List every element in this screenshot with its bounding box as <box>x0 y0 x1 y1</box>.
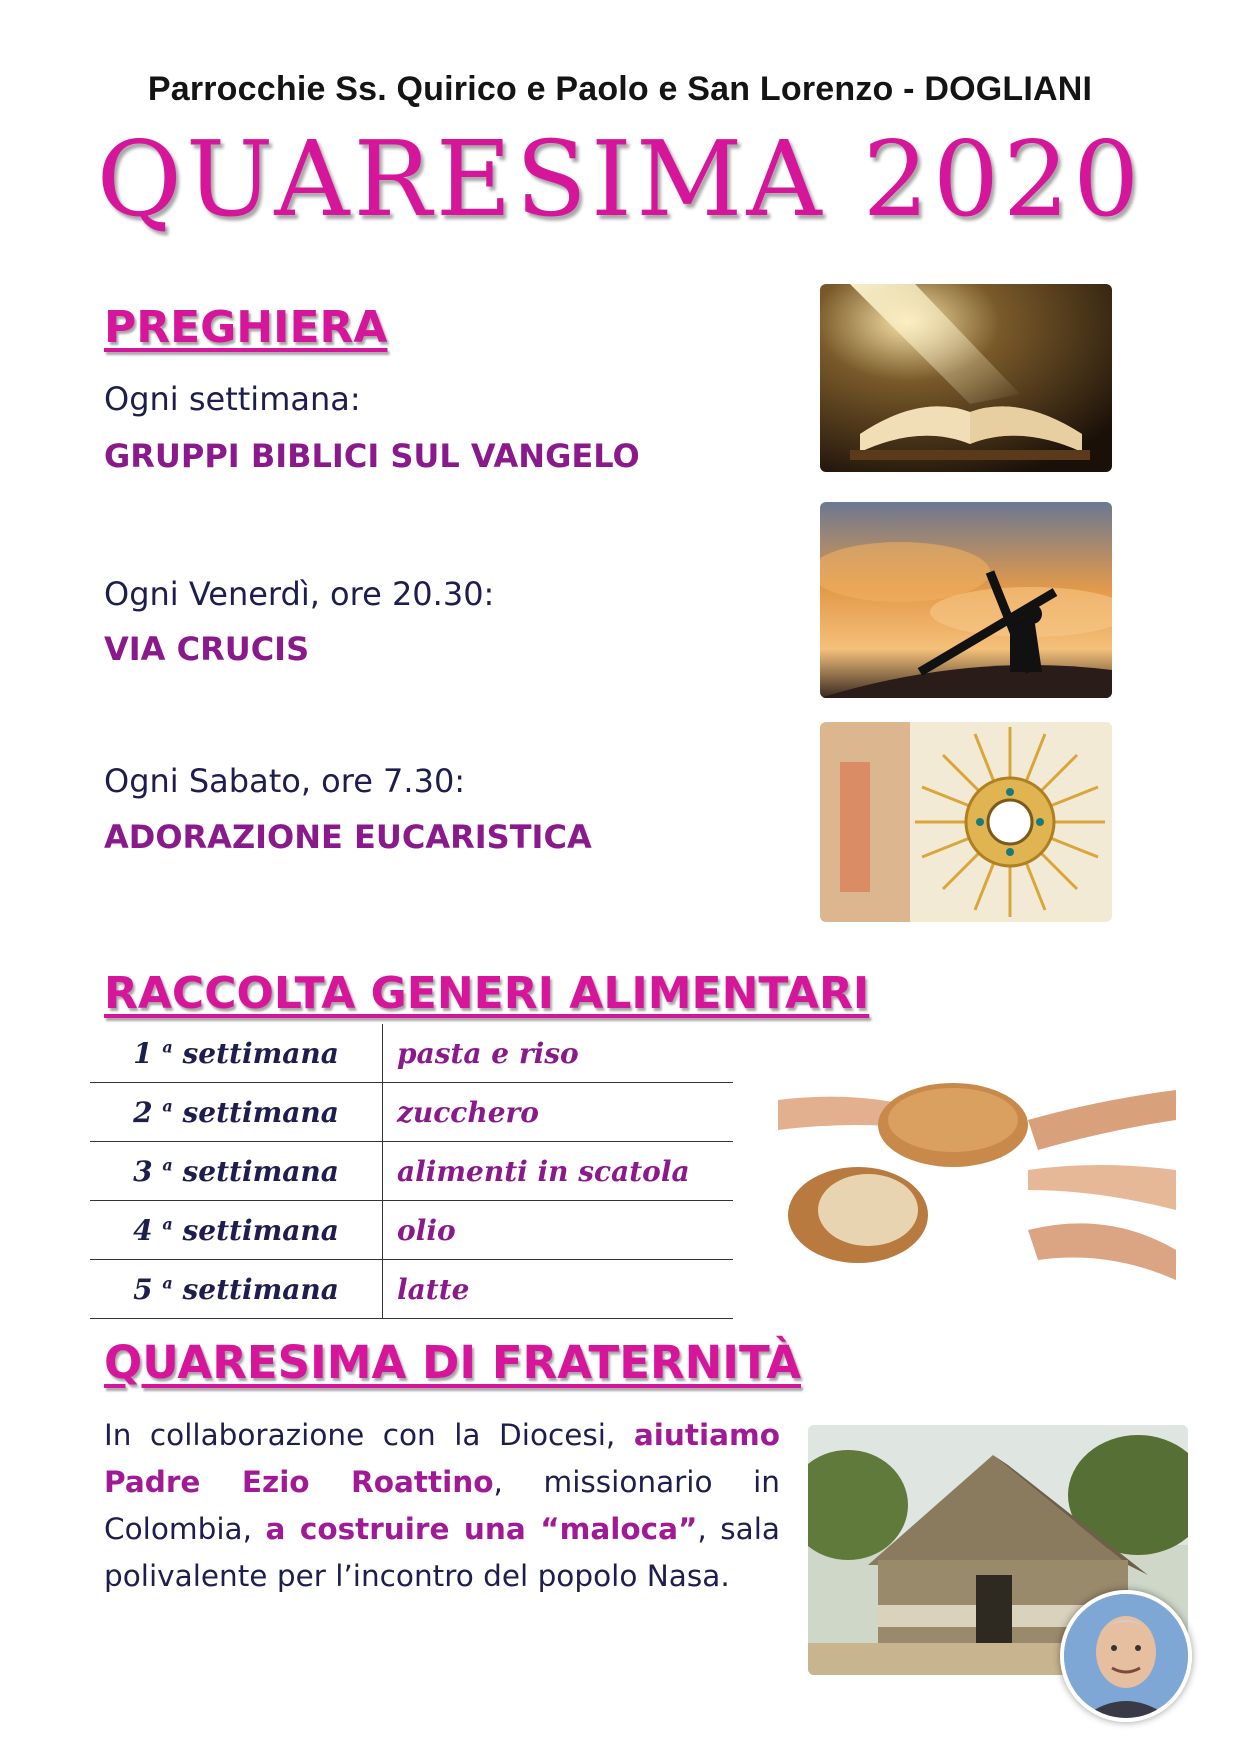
fraternita-heading: QUARESIMA DI FRATERNITÀ <box>104 1336 802 1389</box>
table-row <box>90 1142 733 1201</box>
parish-name: Parrocchie Ss. Quirico e Paolo e San Lorenzo - DOGLIANI <box>147 70 1093 108</box>
ordinal-suffix: a <box>162 1214 173 1234</box>
bible-groups-title: GRUPPI BIBLICI SUL VANGELO <box>104 437 640 475</box>
via-crucis-title: VIA CRUCIS <box>104 630 310 668</box>
week-label: settimana <box>182 1154 339 1188</box>
ordinal-suffix: a <box>162 1155 173 1175</box>
table-row <box>90 1083 733 1142</box>
adoration-title: ADORAZIONE EUCARISTICA <box>104 818 592 856</box>
hands-sharing-bread-icon <box>778 1050 1176 1306</box>
description-highlight: a costruire una “maloca” <box>265 1512 698 1546</box>
cross-bearer-sunset-icon <box>820 502 1112 698</box>
week-number: 4 <box>133 1213 153 1247</box>
open-bible-light-icon <box>820 284 1112 472</box>
fraternita-description <box>104 1412 780 1600</box>
week-label: settimana <box>182 1036 339 1070</box>
bible-groups-when: Ogni settimana: <box>104 380 361 418</box>
food-item: pasta e riso <box>383 1024 734 1083</box>
week-number: 5 <box>133 1272 153 1306</box>
table-row <box>90 1260 733 1319</box>
food-item: latte <box>383 1260 734 1319</box>
page-title: QUARESIMA 2020 <box>96 118 1144 240</box>
adoration-when: Ogni Sabato, ore 7.30: <box>104 762 466 800</box>
raccolta-heading: RACCOLTA GENERI ALIMENTARI <box>104 968 870 1019</box>
food-item: zucchero <box>383 1083 734 1142</box>
ordinal-suffix: a <box>162 1273 173 1293</box>
description-text: , sala polivalente per l’incontro del popolo Nasa. <box>104 1512 780 1593</box>
table-row <box>90 1024 733 1083</box>
food-item: alimenti in scatola <box>383 1142 734 1201</box>
missionary-portrait-icon <box>1060 1590 1192 1722</box>
via-crucis-when: Ogni Venerdì, ore 20.30: <box>104 575 495 613</box>
week-number: 3 <box>133 1154 153 1188</box>
week-label: settimana <box>182 1213 339 1247</box>
food-collection-table <box>90 1024 733 1319</box>
description-text: , missionario in Colombia, <box>104 1465 780 1546</box>
week-number: 1 <box>133 1036 153 1070</box>
week-number: 2 <box>133 1095 153 1129</box>
description-highlight: aiutiamo Padre Ezio Roattino <box>104 1418 780 1499</box>
description-text: In collaborazione con la Diocesi, <box>104 1418 634 1452</box>
ordinal-suffix: a <box>162 1096 173 1116</box>
monstrance-icon <box>820 722 1112 922</box>
table-row <box>90 1201 733 1260</box>
food-item: olio <box>383 1201 734 1260</box>
week-label: settimana <box>182 1272 339 1306</box>
preghiera-heading: PREGHIERA <box>104 302 388 353</box>
week-label: settimana <box>182 1095 339 1129</box>
ordinal-suffix: a <box>162 1037 173 1057</box>
